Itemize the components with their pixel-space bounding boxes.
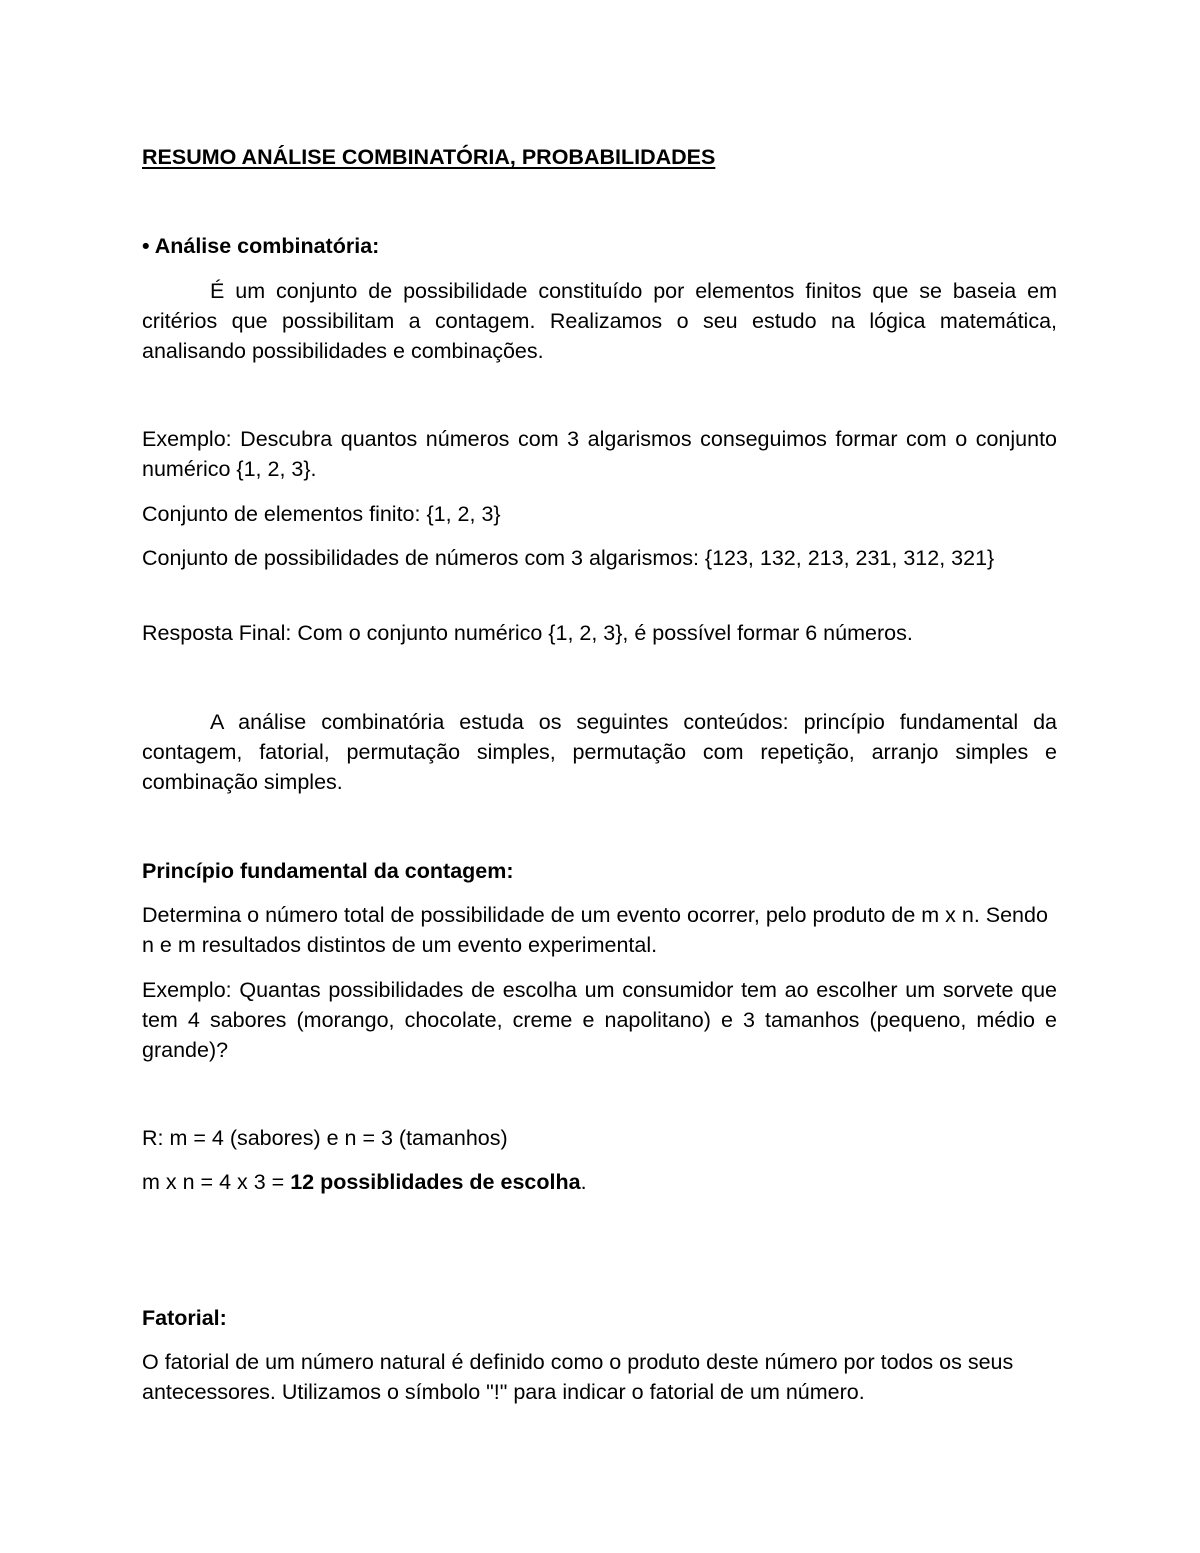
analise-intro-paragraph: É um conjunto de possibilidade constituído por elementos finitos que se baseia em critérios que possibilitam a contagem. Realizamos o seu estudo na lógica matemática, analisando possibilidades e combinações.: [142, 279, 1057, 363]
document-title: RESUMO ANÁLISE COMBINATÓRIA, PROBABILIDADES: [142, 145, 716, 169]
calc-result: 12 possiblidades de escolha: [290, 1170, 581, 1194]
analise-contents-paragraph: A análise combinatória estuda os seguintes conteúdos: princípio fundamental da contagem, fatorial, permutação simples, permutação com repetição, arranjo simples e combinação simples.: [142, 710, 1057, 794]
principio-example-paragraph: Exemplo: Quantas possibilidades de escolha um consumidor tem ao escolher um sorvete que tem 4 sabores (morango, chocolate, creme e napolitano) e 3 tamanhos (pequeno, médio e grande)?: [142, 978, 1057, 1062]
section-heading-fatorial: Fatorial:: [142, 1306, 227, 1330]
analise-example-paragraph: Exemplo: Descubra quantos números com 3 algarismos conseguimos formar com o conjunto numérico {1, 2, 3}.: [142, 427, 1057, 481]
calc-prefix: m x n = 4 x 3 =: [142, 1170, 291, 1194]
section-heading-analise-combinatoria: • Análise combinatória:: [142, 234, 380, 258]
principio-calculation-line: [142, 1167, 1057, 1197]
finite-set-line: Conjunto de elementos finito: {1, 2, 3}: [142, 502, 501, 526]
calc-suffix: .: [580, 1170, 587, 1194]
possibilities-paragraph: Conjunto de possibilidades de números com 3 algarismos: {123, 132, 213, 231, 312, 321}: [142, 546, 995, 570]
principio-answer-line: R: m = 4 (sabores) e n = 3 (tamanhos): [142, 1126, 508, 1150]
principio-definition-paragraph: Determina o número total de possibilidade de um evento ocorrer, pelo produto de m x n. Sendo n e m resultados distintos de um evento experimental.: [142, 903, 1048, 957]
fatorial-definition-paragraph: O fatorial de um número natural é definido como o produto deste número por todos os seus antecessores. Utilizamos o símbolo "!" para indicar o fatorial de um número.: [142, 1350, 1014, 1404]
section-heading-principio-fundamental: Princípio fundamental da contagem:: [142, 859, 514, 883]
final-answer-line: Resposta Final: Com o conjunto numérico {1, 2, 3}, é possível formar 6 números.: [142, 621, 913, 645]
